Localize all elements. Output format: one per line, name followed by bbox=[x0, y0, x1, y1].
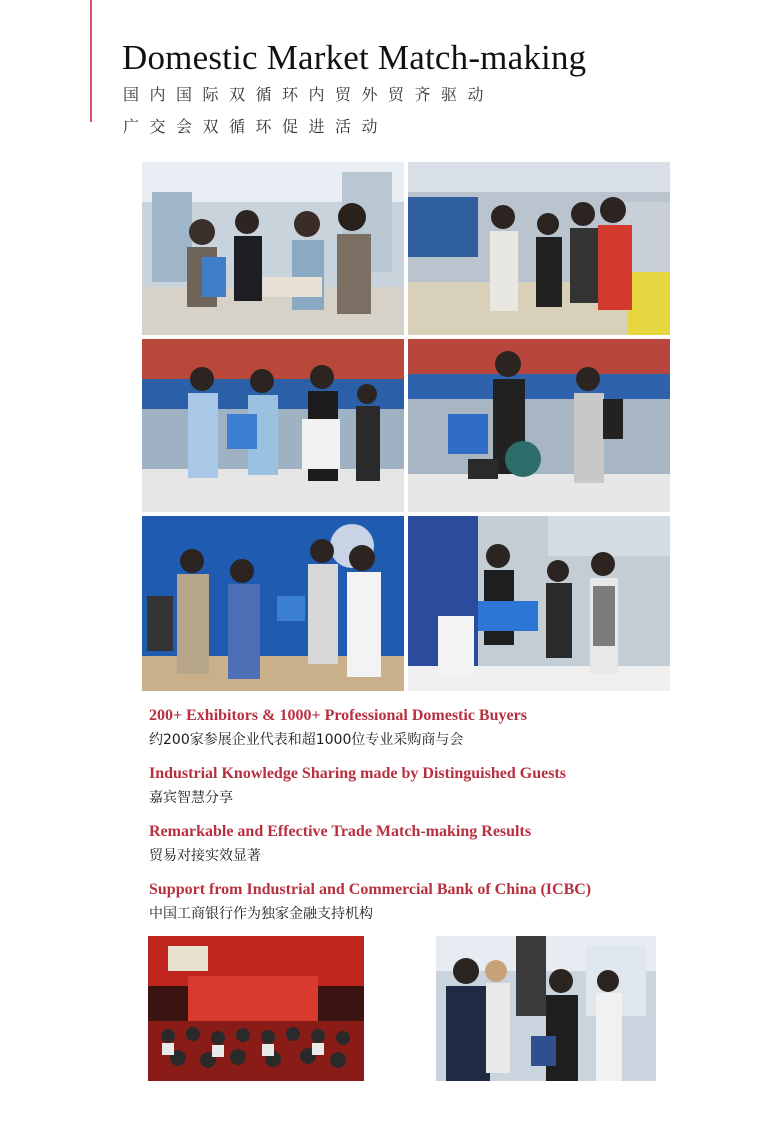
feature-description: 约200家参展企业代表和超1000位专业采购商与会 bbox=[149, 732, 464, 748]
photo-conference-seminar bbox=[148, 936, 364, 1081]
feature-item-matchmaking-results bbox=[149, 823, 531, 865]
feature-item-knowledge-sharing bbox=[149, 765, 566, 807]
feature-item-exhibitors bbox=[149, 707, 527, 749]
photo-display-table-meeting bbox=[142, 339, 404, 512]
photo-guests-in-hall bbox=[436, 936, 656, 1081]
page-title: Domestic Market Match-making bbox=[122, 38, 587, 77]
photo-exhibition-hall-talk bbox=[408, 162, 670, 335]
feature-heading: Remarkable and Effective Trade Match-making Results bbox=[149, 823, 532, 840]
feature-description: 贸易对接实效显著 bbox=[149, 848, 261, 864]
feature-item-icbc-support bbox=[149, 881, 591, 923]
photo-appliance-booth bbox=[408, 516, 670, 691]
feature-heading: Industrial Knowledge Sharing made by Distinguished Guests bbox=[149, 765, 566, 782]
photo-crowd-at-stage bbox=[142, 516, 404, 691]
feature-description: 中国工商银行作为独家金融支持机构 bbox=[149, 906, 373, 922]
feature-heading: 200+ Exhibitors & 1000+ Professional Domestic Buyers bbox=[149, 707, 527, 724]
photo-buyers-at-booth bbox=[142, 162, 404, 335]
subtitle-line-1: 国内国际双循环内贸外贸齐驱动 bbox=[123, 85, 495, 104]
feature-description: 嘉宾智慧分享 bbox=[149, 790, 233, 806]
subtitle-line-2: 广交会双循环促进活动 bbox=[123, 117, 389, 136]
accent-line bbox=[90, 0, 92, 122]
feature-heading: Support from Industrial and Commercial Bank of China (ICBC) bbox=[149, 881, 592, 898]
photo-product-demo bbox=[408, 339, 670, 512]
